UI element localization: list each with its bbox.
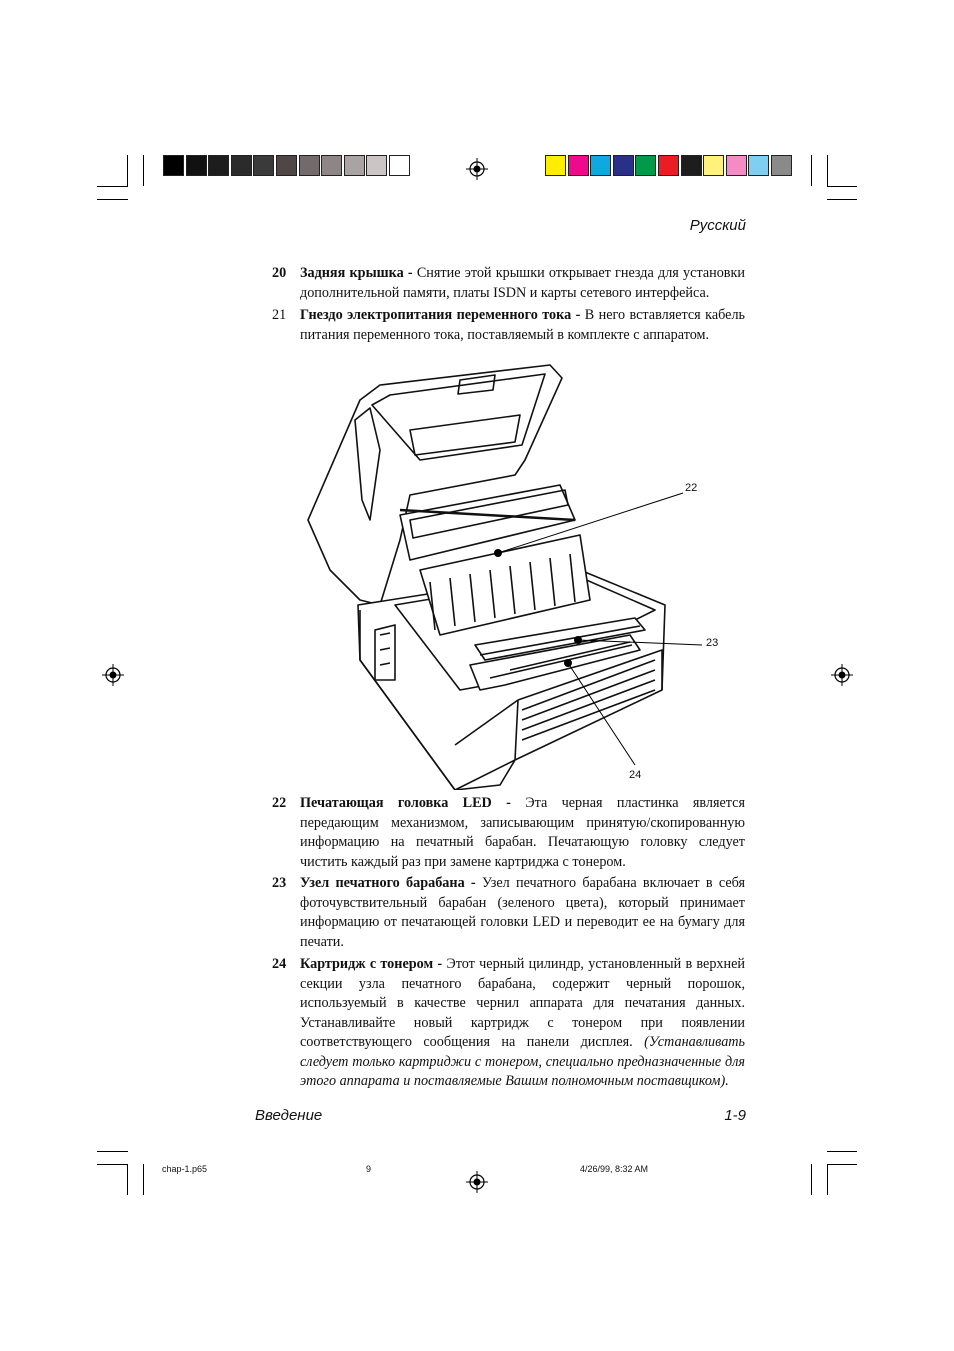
item-text: Снятие этой крышки открывает гнезда для установки дополнительной памяти, платы ISDN и карты сетевого интерфейса. bbox=[300, 265, 745, 301]
crop-mark bbox=[827, 1164, 857, 1165]
color-swatch bbox=[231, 155, 252, 176]
crop-mark bbox=[827, 186, 857, 187]
registration-mark-icon bbox=[831, 664, 853, 686]
item-term: Узел печатного барабана - bbox=[300, 875, 476, 891]
color-swatch bbox=[568, 155, 589, 176]
crop-mark bbox=[97, 199, 128, 200]
color-swatch bbox=[613, 155, 634, 176]
registration-mark-icon bbox=[102, 664, 124, 686]
color-swatch bbox=[726, 155, 747, 176]
color-swatch bbox=[771, 155, 792, 176]
crop-mark bbox=[143, 155, 144, 186]
list-item bbox=[272, 955, 745, 1092]
item-term: Гнездо электропитания переменного тока - bbox=[300, 307, 581, 323]
fax-machine-illustration bbox=[300, 360, 720, 790]
color-swatch bbox=[253, 155, 274, 176]
slug-filename: chap-1.p65 bbox=[162, 1164, 208, 1174]
callout-label-23: 23 bbox=[706, 637, 719, 649]
crop-mark bbox=[127, 155, 128, 186]
color-swatch bbox=[163, 155, 184, 176]
list-item bbox=[272, 874, 745, 952]
page-header-language: Русский bbox=[689, 217, 746, 234]
item-number: 20 bbox=[272, 265, 287, 281]
color-swatch bbox=[681, 155, 702, 176]
color-swatch bbox=[186, 155, 207, 176]
color-swatch bbox=[344, 155, 365, 176]
color-swatch bbox=[321, 155, 342, 176]
list-item bbox=[272, 264, 745, 303]
callout-label-24: 24 bbox=[629, 769, 642, 781]
color-swatch bbox=[276, 155, 297, 176]
crop-mark bbox=[827, 1151, 857, 1152]
color-swatch bbox=[208, 155, 229, 176]
slug-date: 4/26/99, 8:32 AM bbox=[580, 1164, 649, 1174]
crop-mark bbox=[827, 199, 857, 200]
crop-mark bbox=[143, 1164, 144, 1195]
footer-section-title: Введение bbox=[255, 1107, 323, 1124]
item-term: Печатающая головка LED - bbox=[300, 795, 511, 811]
callout-label-22: 22 bbox=[685, 482, 698, 494]
color-swatch bbox=[545, 155, 566, 176]
item-number: 23 bbox=[272, 875, 287, 891]
list-item bbox=[272, 794, 745, 872]
list-item bbox=[272, 306, 745, 345]
registration-mark-icon bbox=[466, 1171, 488, 1193]
item-number: 24 bbox=[272, 956, 287, 972]
crop-mark bbox=[97, 1151, 128, 1152]
color-swatch bbox=[299, 155, 320, 176]
crop-mark bbox=[811, 155, 812, 186]
item-note: (Устанавливать следует только картриджи с тонером, специально предназначенные для этого аппарата и поставляемые Вашим полномочным поставщиком). bbox=[300, 1034, 745, 1089]
item-text: Эта черная пластинка является передающим механизмом, записывающим принятую/скопированную информацию на печатный барабан. Печатающую головку следует чистить каждый раз при замене картриджа с тонером. bbox=[300, 795, 745, 870]
item-text: В него вставляется кабель питания переменного тока, поставляемый в комплекте с аппаратом. bbox=[300, 307, 745, 343]
crop-mark bbox=[127, 1164, 128, 1195]
crop-mark bbox=[827, 1164, 828, 1195]
color-swatch bbox=[748, 155, 769, 176]
crop-mark bbox=[811, 1164, 812, 1195]
item-term: Задняя крышка - bbox=[300, 265, 413, 281]
registration-mark-icon bbox=[466, 158, 488, 180]
color-swatch bbox=[366, 155, 387, 176]
item-number: 22 bbox=[272, 795, 287, 811]
color-swatch bbox=[658, 155, 679, 176]
crop-mark bbox=[97, 1164, 128, 1165]
color-swatch bbox=[635, 155, 656, 176]
item-text: Этот черный цилиндр, установленный в верхней секции узла печатного барабана, содержит черный порошок, используемый в качестве чернил аппарата для печатания данных. Устанавливайте новый картридж с тонером при появлении соответствующего сообщения на панели дисплея. bbox=[300, 956, 745, 1050]
item-term: Картридж с тонером - bbox=[300, 956, 443, 972]
crop-mark bbox=[97, 186, 128, 187]
color-swatch bbox=[590, 155, 611, 176]
color-swatch bbox=[703, 155, 724, 176]
item-number: 21 bbox=[272, 307, 287, 323]
item-text: Узел печатного барабана включает в себя фоточувствительный барабан (зеленого цвета), который принимает информацию от печатающей головки LED и переводит ее на бумагу для печати. bbox=[300, 875, 746, 950]
crop-mark bbox=[827, 155, 828, 186]
slug-page: 9 bbox=[366, 1164, 372, 1174]
color-swatch bbox=[389, 155, 410, 176]
footer-page-number: 1-9 bbox=[724, 1107, 746, 1124]
